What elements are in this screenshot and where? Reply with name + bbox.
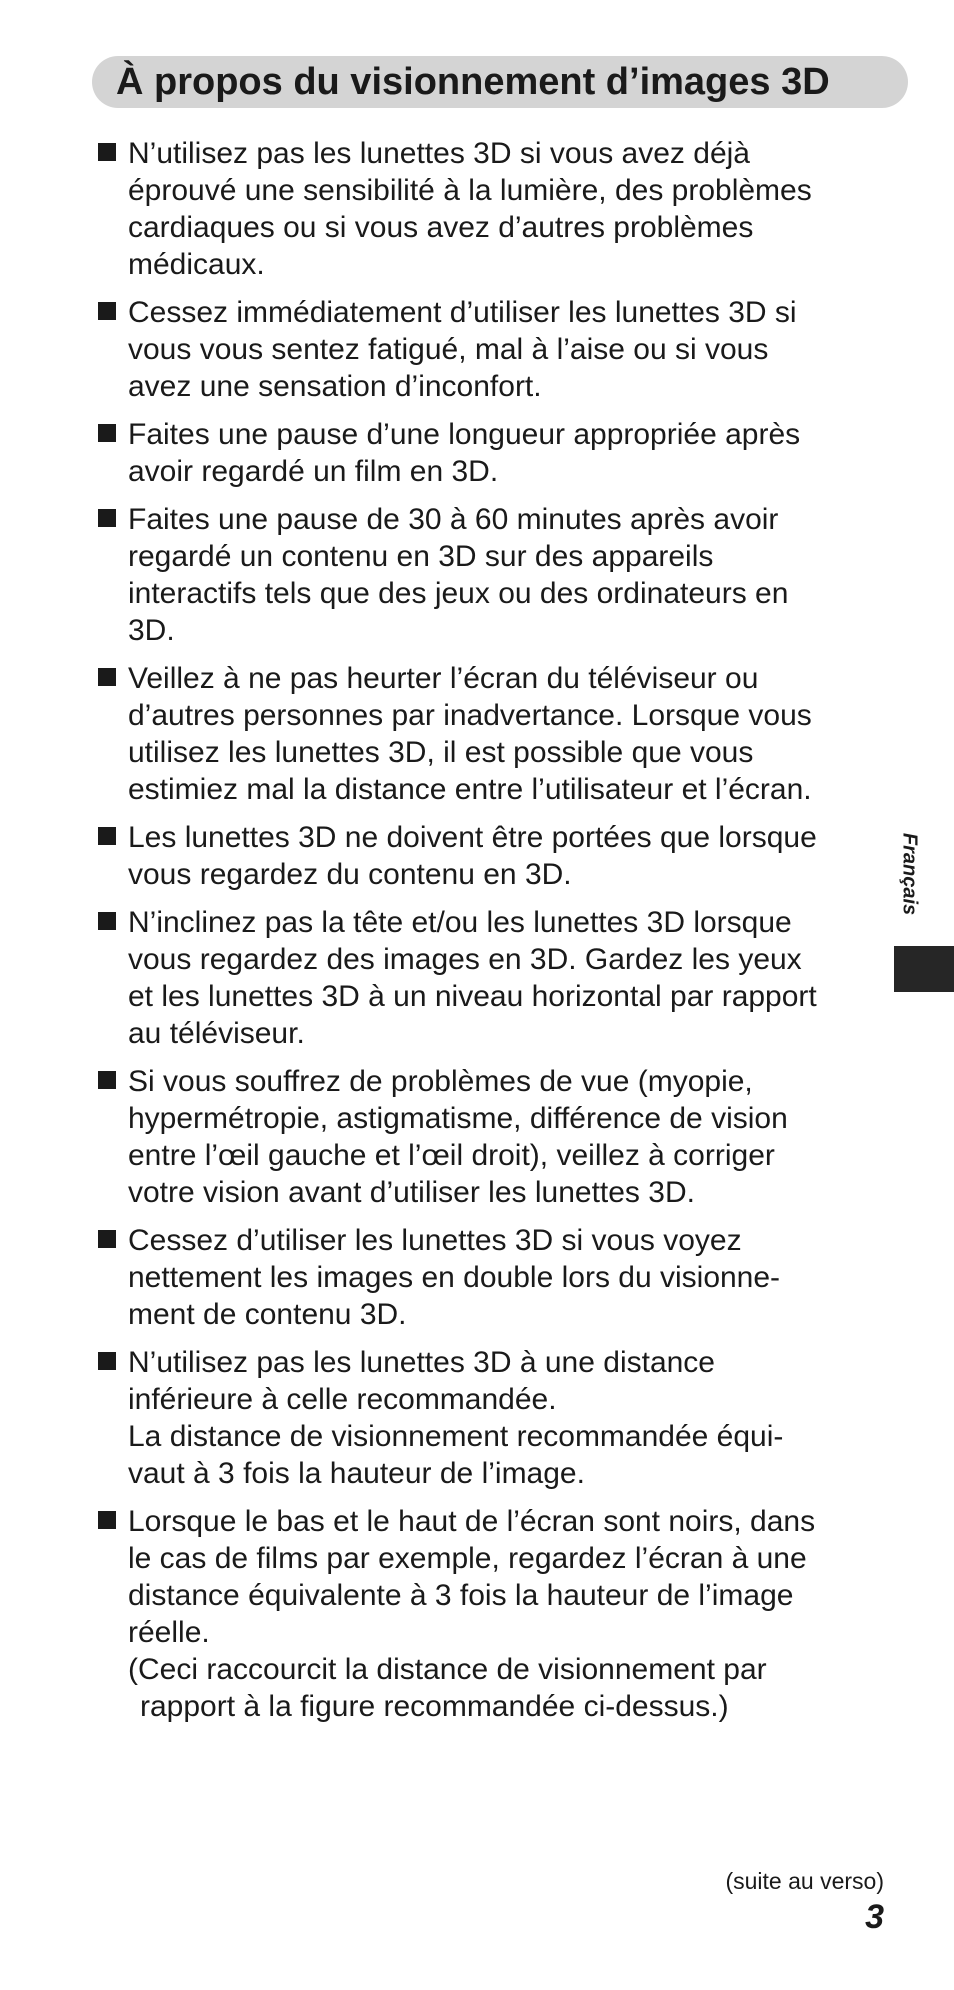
- square-bullet-icon: [98, 424, 116, 442]
- bullet-text-line: estimiez mal la distance entre l’utilisateur et l’écran.: [128, 773, 812, 806]
- bullet-text-line: Faites une pause de 30 à 60 minutes après avoir: [128, 503, 779, 536]
- bullet-text-line: La distance de visionnement recommandée équi-: [128, 1420, 784, 1453]
- bullet-item: [96, 501, 886, 649]
- bullet-text-line: nettement les images en double lors du visionne-: [128, 1261, 781, 1294]
- safety-bullet-list: [96, 135, 886, 1736]
- page-title: À propos du visionnement d’images 3D: [116, 61, 830, 103]
- bullet-item: [96, 135, 886, 283]
- bullet-text-line: vaut à 3 fois la hauteur de l’image.: [128, 1457, 585, 1490]
- bullet-text-line: interactifs tels que des jeux ou des ordinateurs en: [128, 577, 789, 610]
- bullet-text-line: rapport à la figure recommandée ci-dessus.): [140, 1690, 729, 1723]
- bullet-text-line: vous regardez du contenu en 3D.: [128, 858, 572, 891]
- bullet-text-line: entre l’œil gauche et l’œil droit), veillez à corriger: [128, 1139, 775, 1172]
- bullet-item: [96, 294, 886, 405]
- continued-note: (suite au verso): [725, 1868, 884, 1894]
- square-bullet-icon: [98, 1352, 116, 1370]
- bullet-text-line: d’autres personnes par inadvertance. Lorsque vous: [128, 699, 812, 732]
- square-bullet-icon: [98, 1230, 116, 1248]
- bullet-text-line: et les lunettes 3D à un niveau horizontal par rapport: [128, 980, 817, 1013]
- bullet-text-line: Si vous souffrez de problèmes de vue (myopie,: [128, 1065, 753, 1098]
- bullet-text-line: utilisez les lunettes 3D, il est possible que vous: [128, 736, 754, 769]
- bullet-text-line: vous regardez des images en 3D. Gardez les yeux: [128, 943, 802, 976]
- bullet-text-line: N’inclinez pas la tête et/ou les lunettes 3D lorsque: [128, 906, 792, 939]
- bullet-text-line: distance équivalente à 3 fois la hauteur de l’image: [128, 1579, 794, 1612]
- bullet-text-line: le cas de films par exemple, regardez l’écran à une: [128, 1542, 807, 1575]
- bullet-text-line: vous vous sentez fatigué, mal à l’aise ou si vous: [128, 333, 769, 366]
- bullet-text-line: avez une sensation d’inconfort.: [128, 370, 542, 403]
- bullet-item: [96, 660, 886, 808]
- square-bullet-icon: [98, 509, 116, 527]
- bullet-text-line: N’utilisez pas les lunettes 3D à une distance: [128, 1346, 715, 1379]
- bullet-text-line: votre vision avant d’utiliser les lunettes 3D.: [128, 1176, 695, 1209]
- bullet-text-line: éprouvé une sensibilité à la lumière, des problèmes: [128, 174, 812, 207]
- bullet-item: [96, 1344, 886, 1492]
- bullet-text-line: (Ceci raccourcit la distance de visionnement par: [128, 1653, 767, 1686]
- bullet-text-line: 3D.: [128, 614, 175, 647]
- page-number: 3: [865, 1898, 884, 1936]
- bullet-item: [96, 1222, 886, 1333]
- bullet-text-line: regardé un contenu en 3D sur des appareils: [128, 540, 714, 573]
- bullet-text-line: ment de contenu 3D.: [128, 1298, 407, 1331]
- bullet-text-line: réelle.: [128, 1616, 210, 1649]
- bullet-text-line: Cessez immédiatement d’utiliser les lunettes 3D si: [128, 296, 797, 329]
- bullet-text-line: N’utilisez pas les lunettes 3D si vous avez déjà: [128, 137, 750, 170]
- bullet-text-line: cardiaques ou si vous avez d’autres problèmes: [128, 211, 754, 244]
- bullet-text-line: Veillez à ne pas heurter l’écran du téléviseur ou: [128, 662, 759, 695]
- bullet-text-line: Lorsque le bas et le haut de l’écran sont noirs, dans: [128, 1505, 816, 1538]
- bullet-text-line: Cessez d’utiliser les lunettes 3D si vous voyez: [128, 1224, 742, 1257]
- bullet-item: [96, 904, 886, 1052]
- square-bullet-icon: [98, 827, 116, 845]
- square-bullet-icon: [98, 1071, 116, 1089]
- bullet-text-line: hypermétropie, astigmatisme, différence de vision: [128, 1102, 788, 1135]
- language-label-text: Français: [898, 832, 921, 916]
- bullet-text-line: Faites une pause d’une longueur appropriée après: [128, 418, 801, 451]
- square-bullet-icon: [98, 143, 116, 161]
- language-side-label: [898, 814, 920, 934]
- bullet-item: [96, 1503, 886, 1725]
- bullet-item: [96, 416, 886, 490]
- bullet-item: [96, 1063, 886, 1211]
- square-bullet-icon: [98, 302, 116, 320]
- bullet-text-line: inférieure à celle recommandée.: [128, 1383, 557, 1416]
- bullet-text-line: Les lunettes 3D ne doivent être portées que lorsque: [128, 821, 817, 854]
- square-bullet-icon: [98, 668, 116, 686]
- bullet-text-line: au téléviseur.: [128, 1017, 305, 1050]
- square-bullet-icon: [98, 912, 116, 930]
- bullet-text-line: médicaux.: [128, 248, 265, 281]
- bullet-text-line: avoir regardé un film en 3D.: [128, 455, 499, 488]
- language-tab-marker: [894, 946, 954, 992]
- square-bullet-icon: [98, 1511, 116, 1529]
- bullet-item: [96, 819, 886, 893]
